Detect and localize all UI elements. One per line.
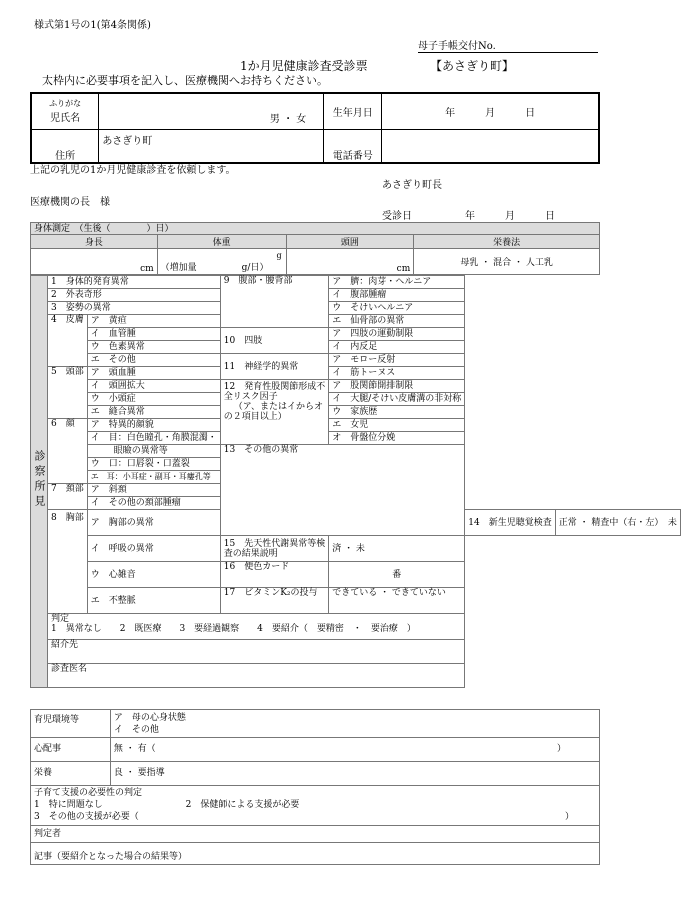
address-label: 住所 [31,129,99,163]
environment-b[interactable]: イ その他 [113,724,159,735]
item-10a[interactable]: ア 四肢の運動制限 [329,328,465,341]
address-value: あさぎり町 [102,135,153,147]
item-2[interactable]: 2 外表奇形 [48,289,221,302]
support-option-1[interactable]: 1 特に問題なし [34,800,103,810]
item-15-value[interactable]: 済 ・ 未 [329,536,465,562]
item-9a[interactable]: ア 臍：肉芽・ヘルニア [329,276,465,289]
child-name-field[interactable] [99,93,324,129]
item-5c[interactable]: ウ 小頭症 [87,393,220,406]
item-8d[interactable]: エ 不整脈 [87,588,220,614]
addressee: 医療機関の長 様 [30,197,110,208]
note-label: 記事（要紹介となった場合の結果等） [34,852,188,862]
g-unit: g [276,250,282,260]
item-15[interactable] [220,536,328,562]
item-6: 6 顔 [48,419,88,484]
weight-header: 体重 [157,235,286,249]
height-field[interactable] [31,249,158,275]
phone-field[interactable] [382,129,599,163]
weight-increase: （増加量 g/日） [160,262,269,273]
form-number: 様式第1号の1(第4条関係) [34,20,151,31]
referral-label: 紹介先 [51,640,79,650]
item-5: 5 頭部 [48,367,88,419]
item-8: 8 胸部 [48,510,88,614]
item-16[interactable]: 16 便色カード [220,562,328,588]
item-11a[interactable]: ア モロー反射 [329,354,465,367]
judge-field[interactable] [31,826,600,843]
doctor-field[interactable] [48,664,465,688]
visit-date-field[interactable]: 年 月 日 [465,211,555,222]
worry-paren-close: ） [556,744,566,754]
instruction-text: 太枠内に必要事項を記入し、医療機関へお持ちください。 [42,74,328,87]
item-4: 4 皮膚 [48,315,88,367]
weight-field[interactable] [157,249,286,275]
feeding-options[interactable]: 母乳 ・ 混合 ・ 人工乳 [414,249,600,275]
address-field[interactable] [99,129,324,163]
item-12-line2: 全リスク因子 [223,392,278,402]
environment-a[interactable]: ア 母の心身状態 [113,712,186,723]
item-9c[interactable]: ウ そけいヘルニア [329,302,465,315]
item-15-line1: 15 先天性代謝異常等検 [223,538,326,549]
item-7: 7 頚部 [48,484,88,510]
item-12-line3: （ア、またはイからオ [233,402,324,412]
item-6c[interactable]: ウ 口：口唇裂・口蓋裂 [87,458,220,471]
support-option-2[interactable]: 2 保健師による支援が必要 [185,800,300,810]
child-name-label: 児氏名 [50,113,81,125]
support-row-3[interactable] [34,811,596,823]
visit-date-label: 受診日 [382,211,412,222]
furigana-label: ふりがな [49,99,82,109]
judge-label: 判定者 [34,829,62,839]
item-8c[interactable]: ウ 心雑音 [87,562,220,588]
exam-findings-text: 診察所見 [33,450,46,510]
item-9d[interactable]: エ 仙骨部の異常 [329,315,465,328]
item-6b-line1[interactable]: イ 目：白色瞳孔・角膜混濁・ [87,432,220,445]
bottom-table [30,709,600,865]
support-section[interactable] [31,786,600,826]
exam-findings-label [31,276,48,688]
head-field[interactable] [286,249,414,275]
item-6b-line2[interactable]: 眼瞼の異常等 [87,445,220,458]
referral-field[interactable] [48,640,465,664]
item-12d[interactable]: エ 女児 [329,419,465,432]
nutrition-label: 栄養 [31,762,111,786]
exam-table [30,275,681,688]
environment-label: 育児環境等 [31,710,111,738]
support-paren-close: ） [564,812,574,822]
phone-label: 電話番号 [324,129,382,163]
item-12-line1: 12 発育性股関節形成不 [223,382,326,392]
item-6a[interactable]: ア 特異的顔貌 [87,419,220,432]
item-17[interactable]: 17 ビタミンK₂の投与 [220,588,328,614]
item-8a[interactable]: ア 胸部の異常 [87,510,220,536]
item-11[interactable]: 11 神経学的異常 [220,354,328,380]
item-8b[interactable]: イ 呼吸の異常 [87,536,220,562]
item-4d[interactable]: エ その他 [87,354,220,367]
identity-table [30,92,600,164]
item-4c[interactable]: ウ 色素異常 [87,341,220,354]
support-option-3[interactable]: 3 その他の支援が必要（ [34,812,139,822]
measurement-section-header: 身体測定 （生後（ ）日） [30,222,600,234]
item-13[interactable]: 13 その他の異常 [220,445,465,536]
cm-unit: cm [140,264,154,274]
request-text: 上記の乳児の1か月児健康診査を依頼します。 [30,165,236,176]
measurement-table [30,234,600,275]
item-4a[interactable]: ア 黄疸 [87,315,220,328]
item-5d[interactable]: エ 縫合異常 [87,406,220,419]
item-12b[interactable]: イ 大腿/そけい皮膚溝の非対称 [329,393,465,406]
head-header: 頭囲 [286,235,414,249]
judgment-options[interactable]: 1 異常なし 2 既医療 3 要経過観察 4 要紹介（ 要精密 ・ 要治療 ） [51,624,416,634]
support-title: 子育て支援の必要性の判定 [34,788,143,798]
item-12c[interactable]: ウ 家族歴 [329,406,465,419]
item-12[interactable] [220,380,328,445]
height-header: 身長 [31,235,158,249]
birth-date-field[interactable]: 年 月 日 [382,93,599,129]
item-12a[interactable]: ア 股関節開排制限 [329,380,465,393]
item-1[interactable]: 1 身体的発育異常 [48,276,221,289]
item-5b[interactable]: イ 頭囲拡大 [87,380,220,393]
item-10[interactable]: 10 四肢 [220,328,328,354]
item-7b[interactable]: イ その他の頚部腫瘤 [87,497,220,510]
cm-unit-head: cm [396,264,411,274]
support-row-1[interactable] [34,799,596,811]
mayor-signature: あさぎり町長 [382,180,442,191]
item-14[interactable]: 14 新生児聴覚検査 [465,510,555,536]
item-14-value[interactable]: 正常 ・ 精査中（右・左） 未 [555,510,680,536]
item-6d[interactable]: エ 耳：小耳症・副耳・耳瘻孔等 [87,471,220,484]
worry-label: 心配事 [31,738,111,762]
gender-options[interactable]: 男 ・ 女 [269,113,307,125]
child-name-label-cell [31,93,99,129]
item-9b[interactable]: イ 腹部腫瘤 [329,289,465,302]
item-16-value[interactable]: 番 [329,562,465,588]
judgment-label: 判定 [51,614,70,624]
item-4b[interactable]: イ 血管腫 [87,328,220,341]
boshi-number-label: 母子手帳交付No. [418,37,598,53]
item-12-line4: の２項目以上） [223,412,287,422]
town-tag: 【あさぎり町】 [430,59,515,73]
judgment-row[interactable] [48,614,465,640]
worry-field[interactable] [110,738,599,762]
item-17-value[interactable]: できている ・ できていない [329,588,465,614]
environment-options[interactable] [110,710,599,738]
item-10b[interactable]: イ 内反足 [329,341,465,354]
item-12e[interactable]: オ 骨盤位分娩 [329,432,465,445]
doctor-label: 診査医名 [51,664,88,674]
nutrition-header: 栄養法 [414,235,600,249]
page-title: 1か月児健康診査受診票 [240,59,368,73]
birth-date-label: 生年月日 [324,93,382,129]
item-7a[interactable]: ア 斜頚 [87,484,220,497]
item-3[interactable]: 3 姿勢の異常 [48,302,221,315]
worry-value[interactable]: 無 ・ 有（ [113,744,156,754]
item-11b[interactable]: イ 筋トーヌス [329,367,465,380]
item-15-line2: 査の結果説明 [223,548,278,559]
nutrition-field[interactable]: 良 ・ 要指導 [110,762,599,786]
item-9[interactable]: 9 腹部・腰背部 [220,276,328,328]
item-5a[interactable]: ア 頭血腫 [87,367,220,380]
note-field[interactable] [31,843,600,865]
